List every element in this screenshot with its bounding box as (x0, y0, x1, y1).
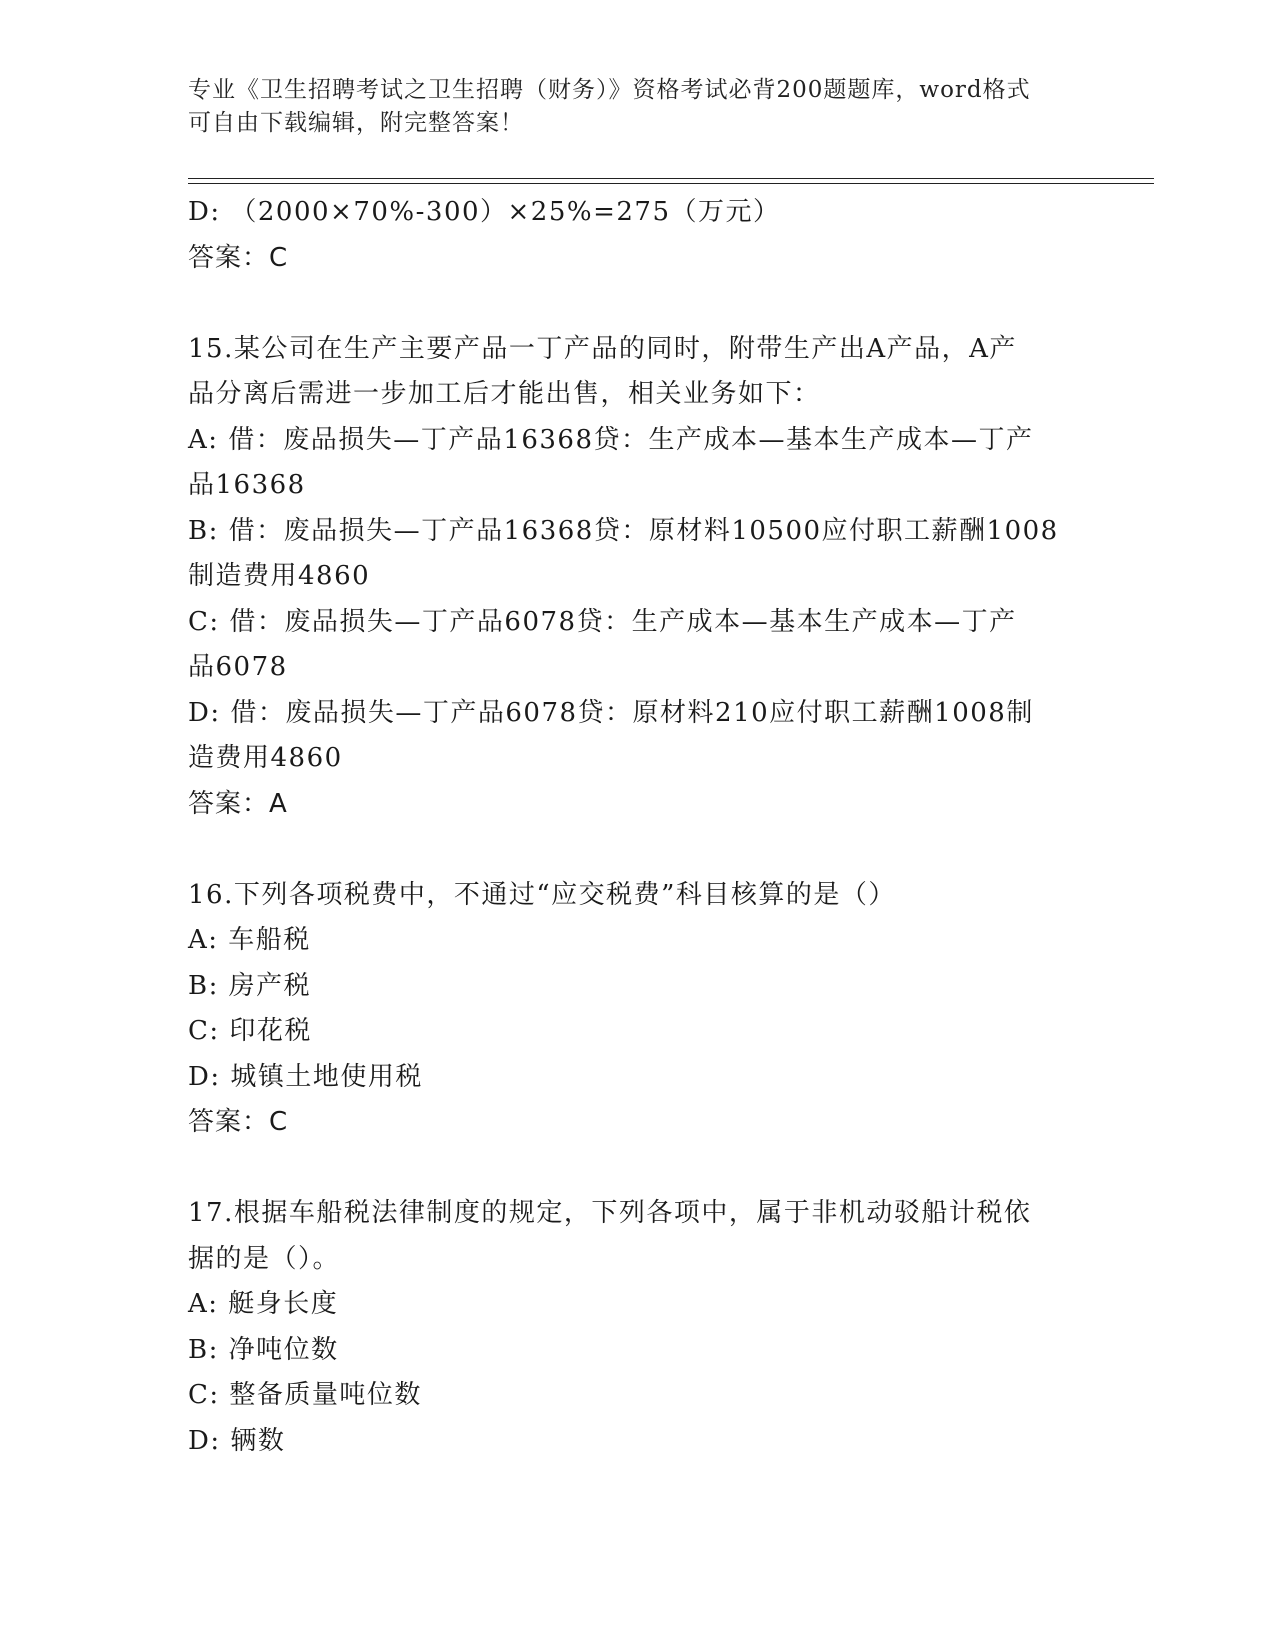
answer: 答案：C (188, 242, 289, 273)
option-a: A: 车船税 (188, 925, 311, 955)
option-c: C: 借：废品损失—丁产品6078贷：生产成本—基本生产成本—丁产 (188, 606, 1017, 637)
answer: 答案：A (188, 788, 288, 819)
option-b: B: 房产税 (188, 970, 312, 1001)
option-a: A: 艇身长度 (188, 1289, 339, 1319)
header-divider-bottom (188, 183, 1154, 184)
question-17 (188, 1191, 1088, 1464)
answer: 答案：C (188, 1107, 289, 1137)
option-c-cont: 品6078 (188, 652, 288, 682)
option-c: C: 整备质量吨位数 (188, 1380, 422, 1410)
option-d: D: 辆数 (188, 1425, 286, 1456)
question-stem: 17.根据车船税法律制度的规定，下列各项中，属于非机动驳船计税依 (188, 1198, 1032, 1228)
header-line-2: 可自由下载编辑，附完整答案！ (188, 110, 524, 136)
option-c: C: 印花税 (188, 1016, 312, 1046)
option-b: B: 净吨位数 (188, 1334, 339, 1365)
question-list (188, 190, 1088, 1464)
document-header (188, 74, 1088, 140)
option-d: D: 城镇土地使用税 (188, 1061, 423, 1092)
spacer (188, 1146, 1088, 1192)
option-a: A: 借：废品损失—丁产品16368贷：生产成本—基本生产成本—丁产 (188, 424, 1034, 455)
option-d-cont: 造费用4860 (188, 743, 343, 773)
option-b: B: 借：废品损失—丁产品16368贷：原材料10500应付职工薪酬1008 (188, 515, 1059, 546)
question-stem-cont: 据的是（）。 (188, 1243, 341, 1274)
option-a-cont: 品16368 (188, 470, 306, 500)
question-15 (188, 327, 1088, 828)
spacer (188, 281, 1088, 327)
question-stem: 15.某公司在生产主要产品一丁产品的同时，附带生产出A产品，A产 (188, 333, 1017, 364)
header-divider-top (188, 178, 1154, 179)
question-14-tail (188, 190, 1088, 281)
option-d: D: （2000×70%-300）×25%=275（万元） (188, 197, 781, 227)
header-line-1: 专业《卫生招聘考试之卫生招聘（财务）》资格考试必背200题题库，word格式 (188, 77, 1031, 103)
option-d: D: 借：废品损失—丁产品6078贷：原材料210应付职工薪酬1008制 (188, 697, 1034, 728)
question-stem: 16.下列各项税费中，不通过“应交税费”科目核算的是（） (188, 879, 896, 910)
option-b-cont: 制造费用4860 (188, 561, 371, 591)
spacer (188, 827, 1088, 873)
question-16 (188, 873, 1088, 1146)
question-stem-cont: 品分离后需进一步加工后才能出售，相关业务如下： (188, 379, 821, 409)
